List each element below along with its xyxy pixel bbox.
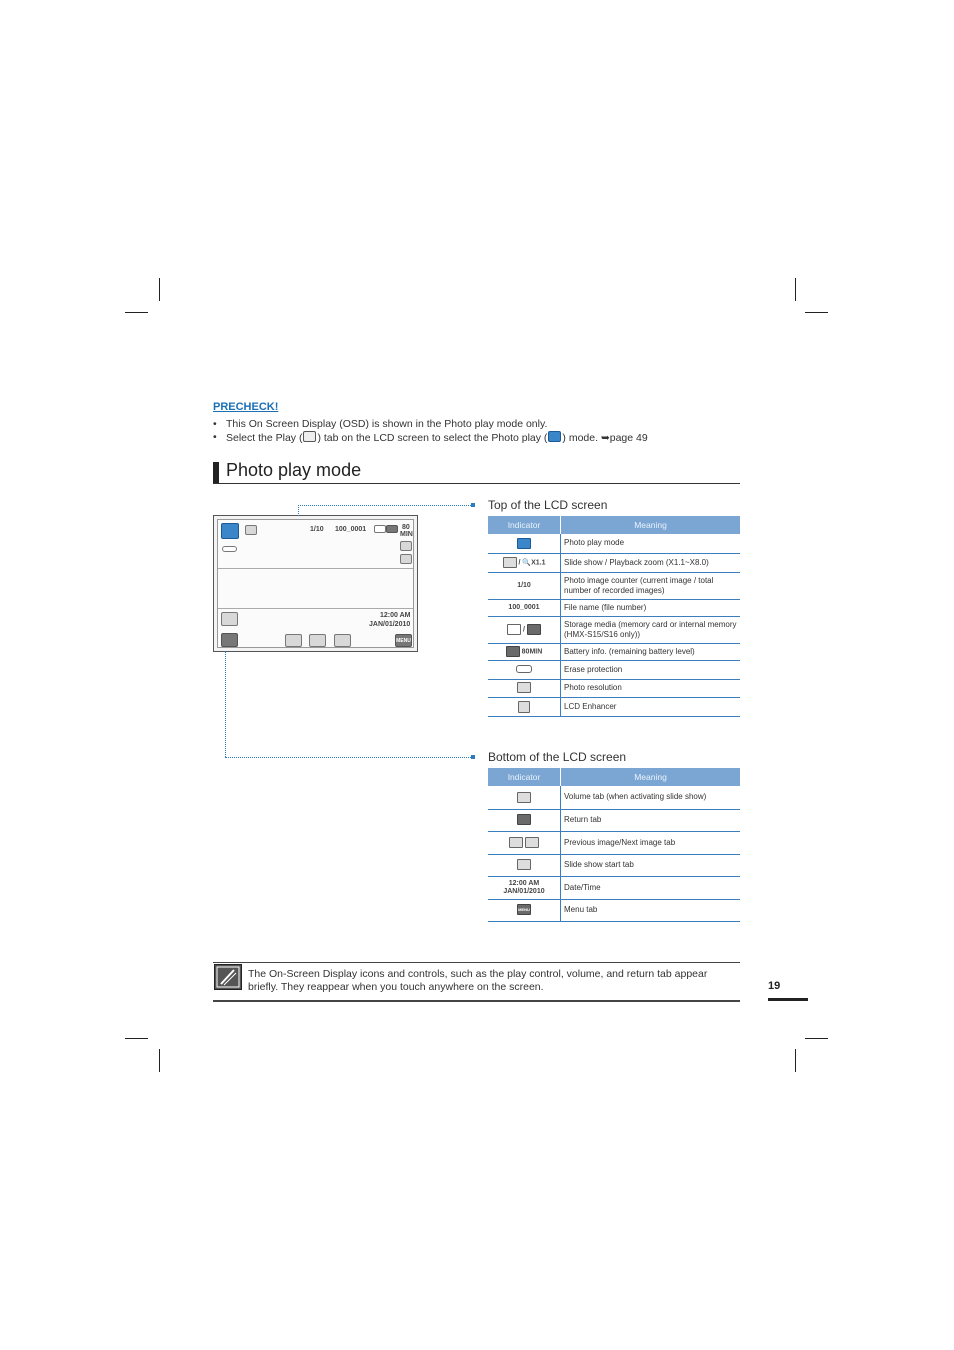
leader-line: [225, 757, 471, 758]
bullet-text: ) tab on the LCD screen to select the Photo play (: [317, 432, 548, 444]
crop-mark: [159, 1049, 160, 1072]
resolution-icon: [517, 682, 531, 693]
top-table-title: Top of the LCD screen: [488, 498, 608, 512]
slideshow-start-icon[interactable]: [309, 634, 326, 647]
meaning-cell: Photo image counter (current image / total number of recorded images): [561, 572, 741, 599]
internal-memory-icon: [527, 624, 541, 635]
slideshow-icon: [245, 525, 257, 535]
next-image-icon[interactable]: [334, 634, 351, 647]
meaning-cell: File name (file number): [561, 599, 741, 616]
meaning-cell: Photo play mode: [561, 534, 741, 553]
precheck-heading: PRECHECK!: [213, 401, 279, 413]
leader-line: [298, 505, 299, 516]
time-indicator: 12:00 AM: [508, 879, 540, 887]
note-pencil-icon: [214, 964, 242, 990]
table-row: [488, 534, 740, 553]
table-header-row: [488, 768, 740, 786]
table-row: [488, 876, 740, 899]
table-row: [488, 697, 740, 716]
header-indicator: Indicator: [488, 516, 561, 534]
previous-image-icon[interactable]: [285, 634, 302, 647]
table-row: [488, 786, 740, 809]
table-row: [488, 553, 740, 572]
battery-minutes: 80: [402, 524, 410, 531]
indicator-cell: [488, 854, 561, 876]
bottom-table-title: Bottom of the LCD screen: [488, 750, 627, 764]
indicator-cell: [488, 534, 561, 553]
crop-mark: [159, 278, 160, 301]
top-indicator-table: [488, 516, 740, 717]
note-text: The On-Screen Display icons and controls, such as the play control, volume, and return tab appear briefly. They reappear when you touch anywhere on the screen.: [248, 968, 708, 993]
title-marker: [213, 462, 219, 483]
meaning-cell: Volume tab (when activating slide show): [561, 786, 741, 809]
menu-icon: MENU: [517, 904, 531, 915]
crop-mark: [795, 1049, 796, 1072]
indicator-cell: 100_0001: [488, 599, 561, 616]
return-icon: [517, 814, 531, 825]
table-row: [488, 616, 740, 643]
previous-image-icon: [509, 837, 523, 848]
volume-icon[interactable]: [221, 612, 238, 626]
indicator-cell: [488, 679, 561, 697]
lcd-screen-illustration: [213, 515, 418, 652]
leader-line: [225, 651, 226, 757]
indicator-cell: [488, 697, 561, 716]
section-title: Photo play mode: [226, 460, 362, 480]
slideshow-icon: [503, 557, 517, 568]
meaning-cell: Erase protection: [561, 660, 741, 679]
table-row: [488, 599, 740, 616]
title-rule: [213, 483, 740, 484]
indicator-cell: [488, 616, 561, 643]
crop-mark: [125, 312, 148, 313]
table-row: [488, 809, 740, 831]
battery-icon: [506, 646, 520, 657]
page-number: 19: [768, 980, 781, 992]
note-rule-top: [213, 962, 740, 963]
precheck-bullet-1: • This On Screen Display (OSD) is shown in the Photo play mode only.: [213, 418, 648, 431]
table-row: [488, 854, 740, 876]
crop-mark: [125, 1038, 148, 1039]
file-name: 100_0001: [335, 526, 367, 533]
precheck-bullet-2: [213, 431, 648, 445]
precheck-list: [213, 418, 648, 445]
indicator-cell: [488, 553, 561, 572]
indicator-cell: [488, 809, 561, 831]
next-image-icon: [525, 837, 539, 848]
play-tab-icon: [303, 431, 316, 442]
lcd-date: JAN/01/2010: [369, 621, 411, 628]
indicator-cell: [488, 831, 561, 854]
photo-play-mode-icon: [221, 523, 239, 539]
meaning-cell: Slide show / Playback zoom (X1.1~X8.0): [561, 553, 741, 572]
lcd-enhancer-icon: [400, 554, 412, 564]
table-row: [488, 899, 740, 921]
header-indicator: Indicator: [488, 768, 561, 786]
page-number-rule: [768, 998, 808, 1001]
meaning-cell: Return tab: [561, 809, 741, 831]
table-row: [488, 831, 740, 854]
crop-mark: [805, 1038, 828, 1039]
image-counter: 1/10: [310, 526, 324, 533]
table-row: [488, 643, 740, 660]
volume-icon: [517, 792, 531, 803]
header-meaning: Meaning: [561, 516, 741, 534]
lcd-time: 12:00 AM: [380, 612, 411, 619]
meaning-cell: Menu tab: [561, 899, 741, 921]
indicator-cell: 1/10: [488, 572, 561, 599]
lcd-divider: [218, 568, 413, 569]
bullet-text: Select the Play (: [226, 432, 303, 444]
lcd-display: [217, 519, 414, 648]
memory-card-icon: [507, 624, 521, 635]
meaning-cell: Slide show start tab: [561, 854, 741, 876]
zoom-label: X1.1: [531, 559, 546, 567]
table-row: [488, 572, 740, 599]
bullet-text: ) mode.: [562, 432, 601, 444]
crop-mark: [795, 278, 796, 301]
page-reference: ➥page 49: [600, 432, 648, 444]
meaning-cell: Battery info. (remaining battery level): [561, 643, 741, 660]
note-rule-bottom: [213, 1000, 740, 1002]
indicator-cell: [488, 899, 561, 921]
battery-label: 80MIN: [521, 648, 543, 656]
meaning-cell: Photo resolution: [561, 679, 741, 697]
lcd-divider: [218, 608, 413, 609]
note-pencil-glyph: [215, 965, 241, 989]
table-header-row: [488, 516, 740, 534]
slideshow-start-icon: [517, 859, 531, 870]
bottom-indicator-table: [488, 768, 740, 922]
header-meaning: Meaning: [561, 768, 741, 786]
storage-card-icon: [374, 525, 386, 533]
meaning-cell: Date/Time: [561, 876, 741, 899]
crop-mark: [805, 312, 828, 313]
zoom-icon: 🔍: [522, 559, 532, 567]
leader-dot: [471, 503, 475, 507]
indicator-cell: [488, 786, 561, 809]
leader-dot: [471, 755, 475, 759]
table-row: [488, 660, 740, 679]
indicator-separator: /: [518, 559, 523, 567]
indicator-cell: [488, 876, 561, 899]
protect-key-icon: [222, 546, 237, 552]
lcd-enhancer-icon: [518, 701, 530, 713]
resolution-icon: [400, 541, 412, 551]
indicator-cell: [488, 660, 561, 679]
menu-button[interactable]: MENU: [395, 634, 412, 647]
meaning-cell: LCD Enhancer: [561, 697, 741, 716]
leader-line: [298, 505, 471, 506]
return-icon[interactable]: [221, 633, 238, 647]
battery-icon: [386, 525, 398, 533]
date-indicator: JAN/01/2010: [503, 887, 545, 895]
table-row: [488, 679, 740, 697]
indicator-cell: [488, 643, 561, 660]
photo-play-icon: [548, 431, 561, 442]
protect-key-icon: [516, 665, 532, 673]
photo-play-mode-icon: [517, 538, 531, 549]
meaning-cell: Storage media (memory card or internal memory (HMX-S15/S16 only)): [561, 616, 741, 643]
indicator-separator: /: [521, 626, 527, 634]
meaning-cell: Previous image/Next image tab: [561, 831, 741, 854]
battery-min-label: MIN: [400, 531, 413, 538]
